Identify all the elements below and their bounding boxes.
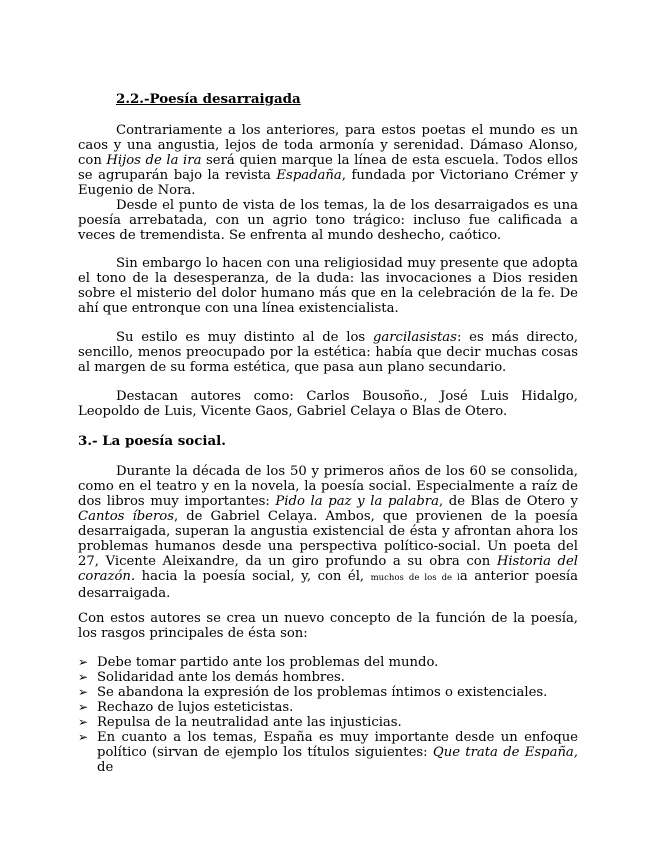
paragraph-social-intro <box>78 464 578 601</box>
list-item-text: Se abandona la expresión de los problemas íntimos o existenciales. <box>97 685 548 700</box>
text: , de Blas de Otero y <box>438 494 578 509</box>
text: de <box>97 760 114 775</box>
arrow-bullet-icon: ➢ <box>78 685 89 699</box>
section-heading-poesia-social: 3.- La poesía social. <box>78 433 226 449</box>
arrow-bullet-icon: ➢ <box>78 715 89 729</box>
list-item-text: Debe tomar partido ante los problemas del mundo. <box>97 655 439 670</box>
magazine-title: Espadaña <box>276 168 342 183</box>
text: Contrariamente a los anteriores, para estos poetas el mundo es un caos y una angustia, lejos de toda armonía y serenidad. Dámaso Alonso, con <box>78 123 578 168</box>
list-item-text: Rechazo de lujos esteticistas. <box>97 700 294 715</box>
text: : es más directo, sencillo, menos preocupado por la estética: había que decir muchas cosas al margen de su forma estética, que pasa aun plano secundario. <box>78 330 579 375</box>
list-item <box>78 730 578 775</box>
paragraph-desarraigada-religiosity: Sin embargo lo hacen con una religiosidad muy presente que adopta el tono de la desesperanza, de la duda: las invocaciones a Dios residen sobre el misterio del dolor humano más que en la celebración de la fe. De ahí que entronque con una línea existencialista. <box>78 256 578 316</box>
book-title: Cantos íberos <box>78 509 174 524</box>
paragraph-desarraigada-authors: Destacan autores como: Carlos Bousoño., José Luis Hidalgo, Leopoldo de Luis, Vicente Gaos, Gabriel Celaya o Blas de Otero. <box>78 389 578 419</box>
list-item-text: Repulsa de la neutralidad ante las injusticias. <box>97 715 402 730</box>
book-title: Hijos de la ira <box>106 153 202 168</box>
book-title: Que trata de España, <box>432 745 578 760</box>
list-item <box>78 715 578 730</box>
text: , fundada por Victoriano Crémer y Eugenio de Nora. <box>78 168 579 198</box>
book-title: Pido la paz y la palabra <box>275 494 439 509</box>
text: , de Gabriel Celaya. Ambos, que provienen de la poesía desarraigada, superan la angustia existencial de ésta y afrontan ahora los problemas humanos desde una perspectiva político-social. Un poeta del 27, Vicente Aleixandre, da un giro profundo a su obra con <box>78 509 578 569</box>
paragraph-social-concept: Con estos autores se crea un nuevo concepto de la función de la poesía, los rasgos principales de ésta son: <box>78 611 578 641</box>
text: a anterior poesía desarraigada. <box>78 569 578 601</box>
arrow-bullet-icon: ➢ <box>78 670 89 684</box>
list-item <box>78 670 578 685</box>
list-item <box>78 685 578 700</box>
section-heading-poesia-desarraigada: 2.2.-Poesía desarraigada <box>116 91 301 107</box>
features-list <box>78 655 578 775</box>
list-item-text: Solidaridad ante los demás hombres. <box>97 670 345 685</box>
text: será quien marque la línea de esta escuela. Todos ellos se agruparán bajo la revista <box>78 153 578 183</box>
text: hacia la poesía social, y, con él, <box>135 569 371 584</box>
arrow-bullet-icon: ➢ <box>78 700 89 714</box>
small-text: muchos de los de l <box>370 573 460 583</box>
paragraph-desarraigada-themes: Desde el punto de vista de los temas, la de los desarraigados es una poesía arrebatada, con un agrio tono trágico: incluso fue calificada a veces de tremendista. Se enfrenta al mundo deshecho, caótico. <box>78 198 578 243</box>
list-item <box>78 655 578 670</box>
term-garcilasistas: garcilasistas <box>372 330 457 345</box>
arrow-bullet-icon: ➢ <box>78 655 89 669</box>
text: En cuanto a los temas, España es muy importante desde un enfoque político (sirvan de ejemplo los títulos siguientes: <box>97 730 578 760</box>
arrow-bullet-icon: ➢ <box>78 730 89 744</box>
book-title: Historia del corazón. <box>78 554 579 584</box>
text: Durante la década de los 50 y primeros años de los 60 se consolida, como en el teatro y en la novela, la poesía social. Especialmente a raíz de dos libros muy importantes: <box>78 464 578 509</box>
paragraph-desarraigada-style <box>78 330 578 375</box>
text: Su estilo es muy distinto al de los <box>116 330 373 345</box>
paragraph-desarraigada-intro <box>78 123 578 198</box>
list-item <box>78 700 578 715</box>
